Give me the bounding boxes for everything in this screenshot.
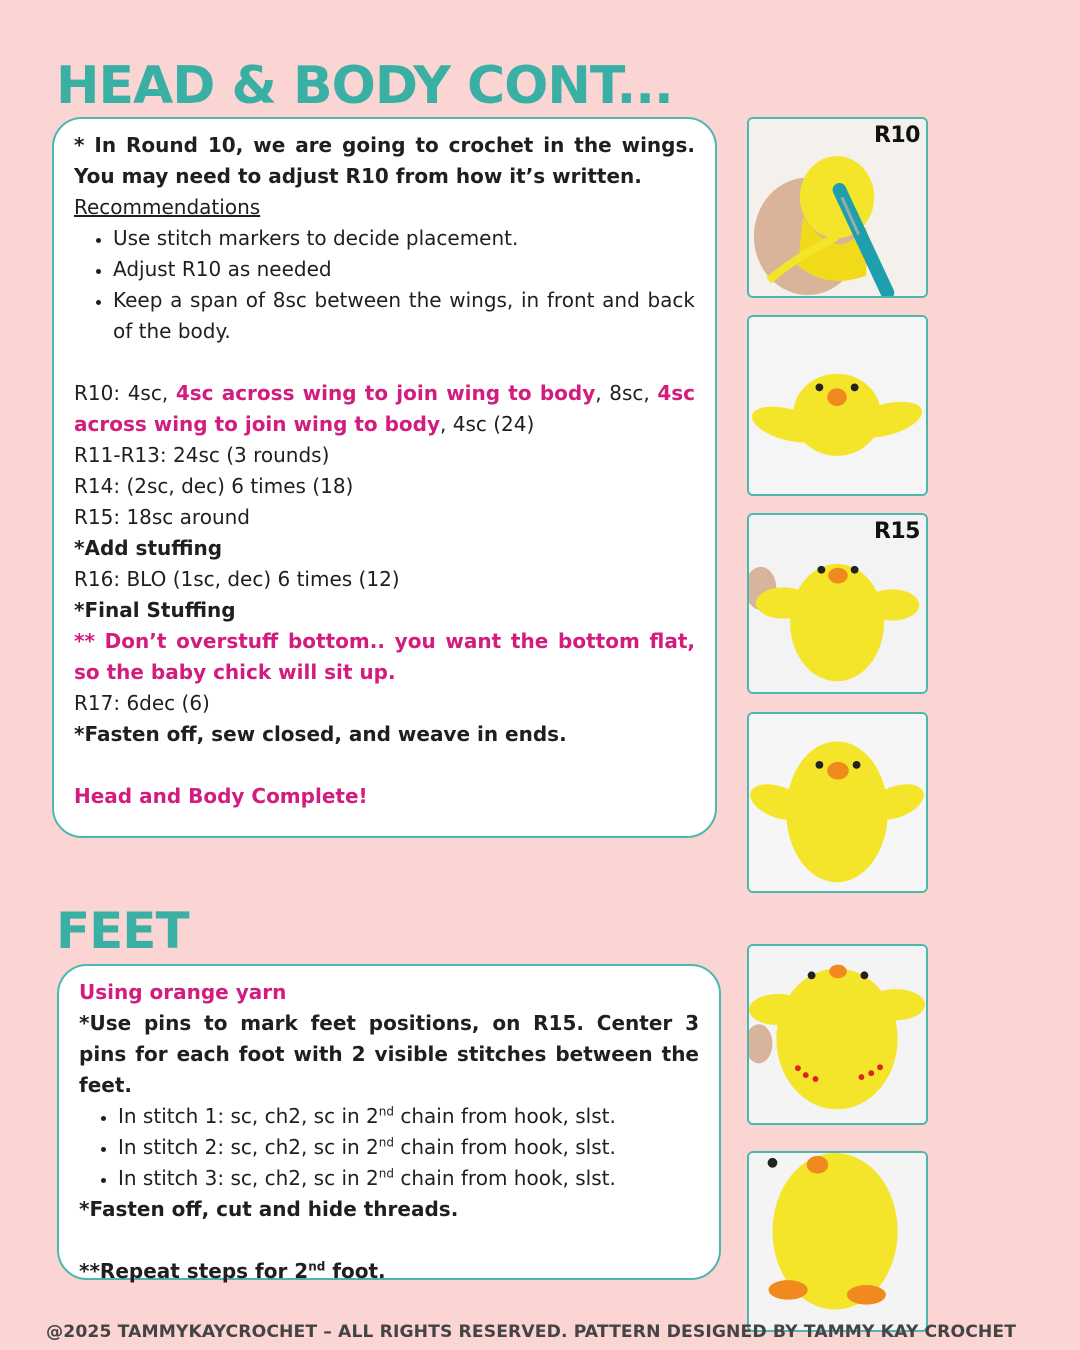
stitch-item: • In stitch 3: sc, ch2, sc in 2nd chain from hook, slst. <box>118 1163 699 1194</box>
chick-pins-photo <box>747 944 928 1125</box>
chick-held-photo <box>747 513 928 694</box>
head-body-title: HEAD & BODY CONT... <box>56 56 673 116</box>
add-stuffing-note: *Add stuffing <box>74 536 223 560</box>
feet-instructions-card <box>57 964 721 1283</box>
pins-note: *Use pins to mark feet positions, on R15. Center 3 pins for each foot with 2 visible stitches between the feet. <box>79 1011 699 1097</box>
repeat-note: **Repeat steps for 2nd foot. <box>79 1259 386 1283</box>
round-11-13: R11-R13: 24sc (3 rounds) <box>74 443 330 467</box>
overstuff-warning: ** Don’t overstuff bottom.. you want the bottom flat, so the baby chick will sit up. <box>74 629 695 684</box>
r10-highlight: 4sc across wing to join wing to body <box>175 381 596 405</box>
recommendation-item: • Keep a span of 8sc between the wings, in front and back of the body. <box>113 285 695 347</box>
r10-highlight: 4sc across wing to join wing to body <box>74 381 696 436</box>
feet-title: FEET <box>56 902 189 960</box>
round-15: R15: 18sc around <box>74 505 250 529</box>
chick-front-photo <box>747 712 928 893</box>
round-16: R16: BLO (1sc, dec) 6 times (12) <box>74 567 400 591</box>
final-stuffing-note: *Final Stuffing <box>74 598 236 622</box>
head-body-instructions-card <box>52 117 717 838</box>
round-17: R17: 6dec (6) <box>74 691 210 715</box>
recommendation-item: • Use stitch markers to decide placement. <box>113 223 695 254</box>
feet-stitch-list <box>79 1101 699 1194</box>
r10-label: R10 <box>873 123 920 148</box>
chick-crochet-wing-photo <box>747 117 928 298</box>
copyright-footer: @2025 TAMMYKAYCROCHET – ALL RIGHTS RESERVED. PATTERN DESIGNED BY TAMMY KAY CROCHET <box>46 1322 1017 1342</box>
recommendation-item: • Adjust R10 as needed <box>113 254 695 285</box>
chick-wings-spread-photo <box>747 315 928 496</box>
chick-feet-photo <box>747 1151 928 1332</box>
round-14: R14: (2sc, dec) 6 times (18) <box>74 474 354 498</box>
head-body-complete: Head and Body Complete! <box>74 784 368 808</box>
round-10 <box>74 378 695 440</box>
r10-text: , 4sc (24) <box>440 412 535 436</box>
recommendations-label: Recommendations <box>74 195 261 219</box>
r10-text: , 8sc, <box>595 381 658 405</box>
intro-text: * In Round 10, we are going to crochet in the wings. You may need to adjust R10 from how it’s written. <box>74 133 695 188</box>
stitch-item: • In stitch 2: sc, ch2, sc in 2nd chain from hook, slst. <box>118 1132 699 1163</box>
feet-fasten-note: *Fasten off, cut and hide threads. <box>79 1197 459 1221</box>
yarn-note: Using orange yarn <box>79 980 287 1004</box>
recommendations-list <box>74 223 695 347</box>
r15-label: R15 <box>873 519 920 544</box>
r10-text: R10: 4sc, <box>74 381 176 405</box>
fasten-off-note: *Fasten off, sew closed, and weave in ends. <box>74 722 567 746</box>
stitch-item: • In stitch 1: sc, ch2, sc in 2nd chain from hook, slst. <box>118 1101 699 1132</box>
